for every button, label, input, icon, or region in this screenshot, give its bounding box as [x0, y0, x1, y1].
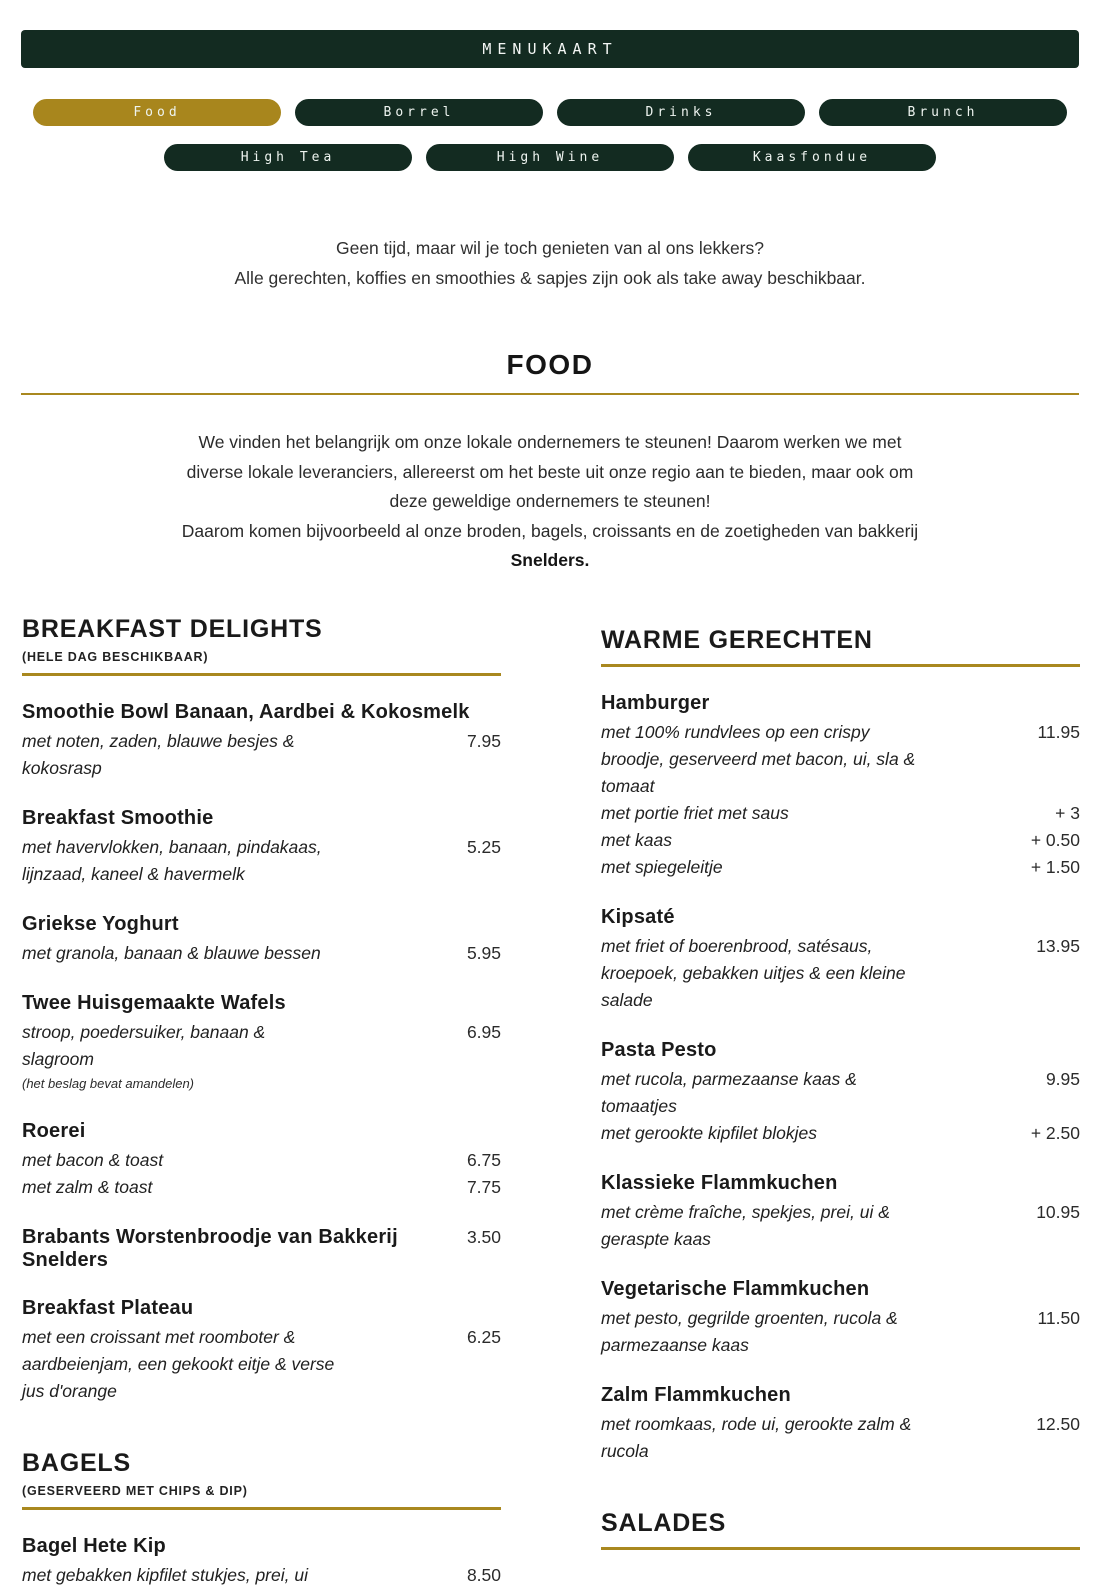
item-description-row [22, 940, 501, 967]
item-price: 6.75 [466, 1149, 501, 1170]
item-name: Breakfast Plateau [22, 1296, 194, 1319]
item-description: met kaas [601, 829, 672, 850]
item-description-row [22, 1351, 501, 1378]
item-name-row [22, 807, 501, 830]
tab-row-2 [0, 144, 1100, 171]
section-title: SALADES [601, 1508, 727, 1537]
item-name-row [601, 906, 1080, 929]
menu-item-breakfast-smoothie [22, 807, 501, 888]
item-price: 13.95 [1036, 935, 1080, 956]
item-description: met rucola, parmezaanse kaas & [601, 1068, 857, 1089]
item-description-row [601, 1226, 1080, 1253]
item-description-row [601, 746, 1080, 773]
item-description: met pesto, gegrilde groenten, rucola & [601, 1307, 898, 1328]
item-name: Hamburger [601, 691, 710, 714]
tab-borrel[interactable]: Borrel [295, 99, 543, 126]
item-price: 6.25 [466, 1326, 501, 1347]
item-description-row [601, 1199, 1080, 1226]
menu-section-bagels [22, 1449, 501, 1589]
item-description: tomaat [601, 775, 655, 796]
intro-text [0, 233, 1100, 293]
item-description-row [601, 933, 1080, 960]
item-description: met bacon & toast [22, 1149, 164, 1170]
menu-item-roerei [22, 1120, 501, 1201]
section-title: BREAKFAST DELIGHTS [22, 614, 323, 643]
item-name-row [22, 913, 501, 936]
item-price: 7.75 [466, 1176, 501, 1197]
item-price: 12.50 [1036, 1413, 1080, 1434]
item-description: met gerookte kipfilet blokjes [601, 1122, 817, 1143]
item-price: 5.95 [466, 942, 501, 963]
section-title: WARME GERECHTEN [601, 625, 873, 654]
section-subtitle: (GESERVEERD MET CHIPS & DIP) [22, 1483, 248, 1498]
section-header-breakfast-delights [22, 615, 501, 676]
menu-section-warme-gerechten [601, 626, 1080, 1465]
item-name: Twee Huisgemaakte Wafels [22, 991, 286, 1014]
item-description: kokosrasp [22, 757, 102, 778]
menu-item-smoothie-bowl-banaan-aardbei-kokosmelk [22, 701, 501, 782]
menu-item-zalm-flammkuchen [601, 1384, 1080, 1465]
item-name: Bagel Hete Kip [22, 1534, 166, 1557]
item-description-row [22, 1174, 501, 1201]
about-line-4: Daarom komen bijvoorbeeld al onze broden, bagels, croissants en de zoetigheden van bakkerij [181, 520, 919, 541]
tab-row-1 [0, 99, 1100, 126]
intro-line-2: Alle gerechten, koffies en smoothies & sapjes zijn ook als take away beschikbaar. [234, 268, 866, 288]
section-header-salades [601, 1509, 1080, 1550]
item-description-row [22, 728, 501, 755]
menu-item-pasta-pesto [601, 1039, 1080, 1147]
item-description-row [601, 800, 1080, 827]
menu-item-vegetarische-flammkuchen [601, 1278, 1080, 1359]
item-name-row [601, 692, 1080, 715]
item-name: Vegetarische Flammkuchen [601, 1277, 870, 1300]
item-name: Smoothie Bowl Banaan, Aardbei & Kokosmelk [22, 700, 470, 723]
item-description: lijnzaad, kaneel & havermelk [22, 863, 245, 884]
item-description: rucola [601, 1440, 649, 1461]
menu-section-salades [601, 1509, 1080, 1550]
item-description: kroepoek, gebakken uitjes & een kleine [601, 962, 906, 983]
menu-item-hamburger [601, 692, 1080, 881]
item-name: Pasta Pesto [601, 1038, 717, 1061]
item-description: met een croissant met roomboter & [22, 1326, 296, 1347]
item-name-row [22, 1226, 501, 1272]
category-tabs [0, 99, 1100, 171]
item-description: met noten, zaden, blauwe besjes & [22, 730, 295, 751]
section-subtitle: (HELE DAG BESCHIKBAAR) [22, 649, 209, 664]
item-name-row [22, 992, 501, 1015]
item-description-row [22, 755, 501, 782]
item-name-row [22, 1535, 501, 1558]
section-header-warme-gerechten [601, 626, 1080, 667]
item-description-row [601, 960, 1080, 987]
item-description-row [22, 834, 501, 861]
about-line-2: diverse lokale leveranciers, allereerst om het beste uit onze regio aan te bieden, maar ook om [186, 461, 914, 482]
menu-columns [22, 615, 1078, 1589]
item-description-row [601, 719, 1080, 746]
item-description-row [601, 1438, 1080, 1465]
item-description-row [22, 1019, 501, 1046]
item-description-row [22, 1324, 501, 1351]
item-name: Zalm Flammkuchen [601, 1383, 791, 1406]
menu-section-breakfast-delights [22, 615, 501, 1405]
tab-drinks[interactable]: Drinks [557, 99, 805, 126]
page-title: FOOD [506, 349, 594, 380]
menu-item-breakfast-plateau [22, 1297, 501, 1405]
menu-item-griekse-yoghurt [22, 913, 501, 967]
item-name: Brabants Worstenbroodje van Bakkerij Snelders [22, 1225, 398, 1271]
item-description-row [601, 854, 1080, 881]
item-name: Klassieke Flammkuchen [601, 1171, 838, 1194]
item-price: 10.95 [1036, 1201, 1080, 1222]
menu-column-left [22, 615, 501, 1589]
item-description: met gebakken kipfilet stukjes, prei, ui [22, 1564, 308, 1585]
item-name: Griekse Yoghurt [22, 912, 179, 935]
item-description-row [601, 773, 1080, 800]
item-description: geraspte kaas [601, 1228, 711, 1249]
item-description: slagroom [22, 1048, 94, 1069]
item-description: met havervlokken, banaan, pindakaas, [22, 836, 322, 857]
tab-high-wine[interactable]: High Wine [426, 144, 674, 171]
section-header-bagels [22, 1449, 501, 1510]
menu-header-bar [21, 30, 1079, 68]
about-line-1: We vinden het belangrijk om onze lokale ondernemers te steunen! Daarom werken we met [198, 432, 902, 452]
item-description: met 100% rundvlees op een crispy [601, 721, 870, 742]
item-price: 8.50 [466, 1564, 501, 1585]
item-description: met zalm & toast [22, 1176, 153, 1197]
item-name-row [601, 1172, 1080, 1195]
item-name-row [601, 1039, 1080, 1062]
item-price: + 2.50 [1030, 1122, 1080, 1143]
item-description-row [601, 827, 1080, 854]
item-name-row [601, 1278, 1080, 1301]
item-name-row [22, 1297, 501, 1320]
menu-item-kipsat [601, 906, 1080, 1014]
item-description-row [22, 1378, 501, 1405]
item-price: + 1.50 [1030, 856, 1080, 877]
item-price: 11.95 [1037, 721, 1080, 742]
item-name: Roerei [22, 1119, 86, 1142]
intro-line-1: Geen tijd, maar wil je toch genieten van al ons lekkers? [335, 238, 764, 258]
tab-high-tea[interactable]: High Tea [164, 144, 412, 171]
item-description-row [601, 1411, 1080, 1438]
item-note: (het beslag bevat amandelen) [22, 1075, 195, 1091]
item-description: met spiegeleitje [601, 856, 723, 877]
item-description-row [601, 987, 1080, 1014]
menu-item-brabants-worstenbroodje-van-bakkerij-snelders [22, 1226, 501, 1272]
item-description: parmezaanse kaas [601, 1334, 749, 1355]
item-description: broodje, geserveerd met bacon, ui, sla & [601, 748, 916, 769]
item-description: salade [601, 989, 653, 1010]
about-text [0, 428, 1100, 576]
item-price: 5.25 [466, 836, 501, 857]
about-line-3: deze geweldige ondernemers te steunen! [389, 491, 711, 511]
item-description: tomaatjes [601, 1095, 677, 1116]
item-price: 3.50 [466, 1226, 501, 1247]
item-name: Kipsaté [601, 905, 675, 928]
item-description-row [22, 1046, 501, 1073]
tab-brunch[interactable]: Brunch [819, 99, 1067, 126]
menu-item-bagel-hete-kip [22, 1535, 501, 1589]
item-name-row [22, 701, 501, 724]
item-price: 11.50 [1037, 1307, 1080, 1328]
menu-column-right [601, 615, 1080, 1550]
tab-kaasfondue[interactable]: Kaasfondue [688, 144, 936, 171]
item-description-row [601, 1332, 1080, 1359]
item-description: jus d'orange [22, 1380, 117, 1401]
tab-food[interactable]: Food [33, 99, 281, 126]
section-title: BAGELS [22, 1448, 131, 1477]
item-description: stroop, poedersuiker, banaan & [22, 1021, 266, 1042]
item-description: aardbeienjam, een gekookt eitje & verse [22, 1353, 335, 1374]
item-name: Breakfast Smoothie [22, 806, 214, 829]
item-description-row [22, 1562, 501, 1589]
item-price: + 0.50 [1030, 829, 1080, 850]
item-description: met crème fraîche, spekjes, prei, ui & [601, 1201, 890, 1222]
item-description: met granola, banaan & blauwe bessen [22, 942, 321, 963]
menu-item-klassieke-flammkuchen [601, 1172, 1080, 1253]
item-description: met roomkaas, rode ui, gerookte zalm & [601, 1413, 912, 1434]
item-price: + 3 [1055, 802, 1080, 823]
about-bold-line: Snelders. [510, 550, 590, 570]
item-description-row [601, 1305, 1080, 1332]
item-name-row [601, 1384, 1080, 1407]
item-description: met portie friet met saus [601, 802, 789, 823]
item-description-row [22, 861, 501, 888]
menu-title: MENUKAART [482, 40, 618, 58]
item-description-row [22, 1147, 501, 1174]
item-price: 7.95 [466, 730, 501, 751]
item-price: 9.95 [1045, 1068, 1080, 1089]
item-name-row [22, 1120, 501, 1143]
food-title-divider [21, 393, 1079, 395]
item-price: 6.95 [466, 1021, 501, 1042]
item-description: met friet of boerenbrood, satésaus, [601, 935, 873, 956]
item-description-row [601, 1066, 1080, 1093]
item-description-row [601, 1120, 1080, 1147]
menu-item-twee-huisgemaakte-wafels [22, 992, 501, 1095]
item-description-row [601, 1093, 1080, 1120]
